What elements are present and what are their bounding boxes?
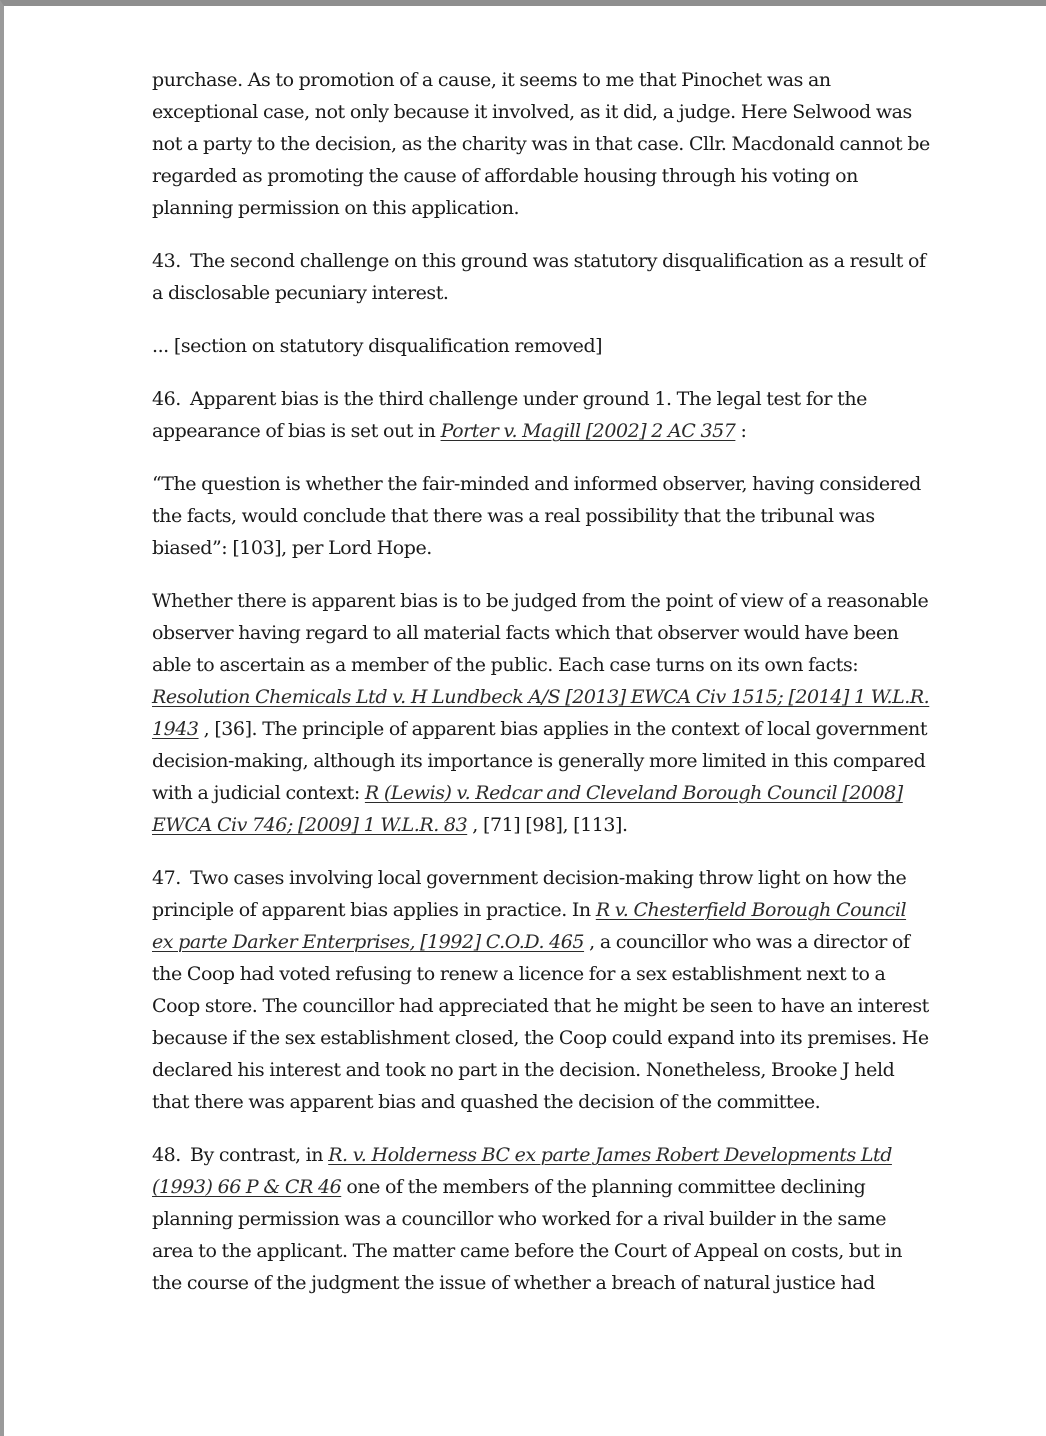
paragraph-43-text: The second challenge on this ground was statutory disqualification as a result of a disclosable pecuniary interest. xyxy=(152,250,926,304)
paragraph-47-text-1: Two cases involving local government decision-making throw light on how the principle of apparent bias applies in practice. In xyxy=(152,867,907,921)
case-link-resolution-chemicals[interactable]: Resolution Chemicals Ltd v. H Lundbeck A/S [2013] EWCA Civ 1515; [2014] 1 W.L.R. 1943 xyxy=(152,686,930,740)
paragraph-46 xyxy=(152,383,932,447)
case-link-r-lewis-v-redcar[interactable]: R (Lewis) v. Redcar and Cleveland Borough Council [2008] EWCA Civ 746; [2009] 1 W.L.R. 83 xyxy=(152,782,903,836)
paragraph-43 xyxy=(152,245,932,309)
paragraph-48-text-2: one of the members of the planning committee declining planning permission was a councillor who worked for a rival builder in the same area to the applicant. The matter came before the Court of Appeal on costs, but in the course of the judgment the issue of whether a breach of natural justice had xyxy=(152,1176,903,1294)
paragraph-46b-text-1: Whether there is apparent bias is to be judged from the point of view of a reasonable observer having regard to all material facts which that observer would have been able to ascertain as a member of the public. Each case turns on its own facts: xyxy=(152,590,929,676)
quotation xyxy=(152,468,932,564)
removed-section-text: ... [section on statutory disqualification removed] xyxy=(152,335,603,357)
case-link-porter-v-magill[interactable]: Porter v. Magill [2002] 2 AC 357 xyxy=(440,420,736,442)
case-link-chesterfield[interactable]: R v. Chesterfield Borough Council ex parte Darker Enterprises, [1992] C.O.D. 465 xyxy=(152,899,907,953)
paragraph-46-colon: : xyxy=(740,420,747,442)
paragraph-46b-text-3: , [71] [98], [113]. xyxy=(472,814,628,836)
paragraph-number: 47. xyxy=(152,867,181,889)
paragraph-intro-text: purchase. As to promotion of a cause, it seems to me that Pinochet was an exceptional case, not only because it involved, as it did, a judge. Here Selwood was not a party to the decision, as the charity was in that case. Cllr. Macdonald cannot be regarded as promoting the cause of affordable housing through his voting on planning permission on this application. xyxy=(152,69,930,219)
paragraph-48 xyxy=(152,1139,932,1299)
paragraph-48-text-1: By contrast, in xyxy=(189,1144,324,1166)
judgment-page xyxy=(152,64,932,1320)
paragraph-47-text-2: , a councillor who was a director of the Coop had voted refusing to renew a licence for a sex establishment next to a Coop store. The councillor had appreciated that he might be seen to have an interest because if the sex establishment closed, the Coop could expand into its premises. He declared his interest and took no part in the decision. Nonetheless, Brooke J held that there was apparent bias and quashed the decision of the committee. xyxy=(152,931,929,1113)
paragraph-47 xyxy=(152,862,932,1118)
paragraph-46b-text-2: , [36]. The principle of apparent bias applies in the context of local government decision-making, although its importance is generally more limited in this compared with a judicial context: xyxy=(152,718,928,804)
quotation-text: “The question is whether the fair-minded and informed observer, having considered the facts, would conclude that there was a real possibility that the tribunal was biased”: [103], per Lord Hope. xyxy=(152,473,921,559)
paragraph-number: 48. xyxy=(152,1144,181,1166)
paragraph-number: 46. xyxy=(152,388,181,410)
case-link-holderness[interactable]: R. v. Holderness BC ex parte James Robert Developments Ltd (1993) 66 P & CR 46 xyxy=(152,1144,892,1198)
paragraph-46-continued xyxy=(152,585,932,841)
paragraph-number: 43. xyxy=(152,250,181,272)
removed-section-note xyxy=(152,330,932,362)
paragraph-intro xyxy=(152,64,932,224)
paragraph-46-text: Apparent bias is the third challenge under ground 1. The legal test for the appearance of bias is set out in xyxy=(152,388,867,442)
